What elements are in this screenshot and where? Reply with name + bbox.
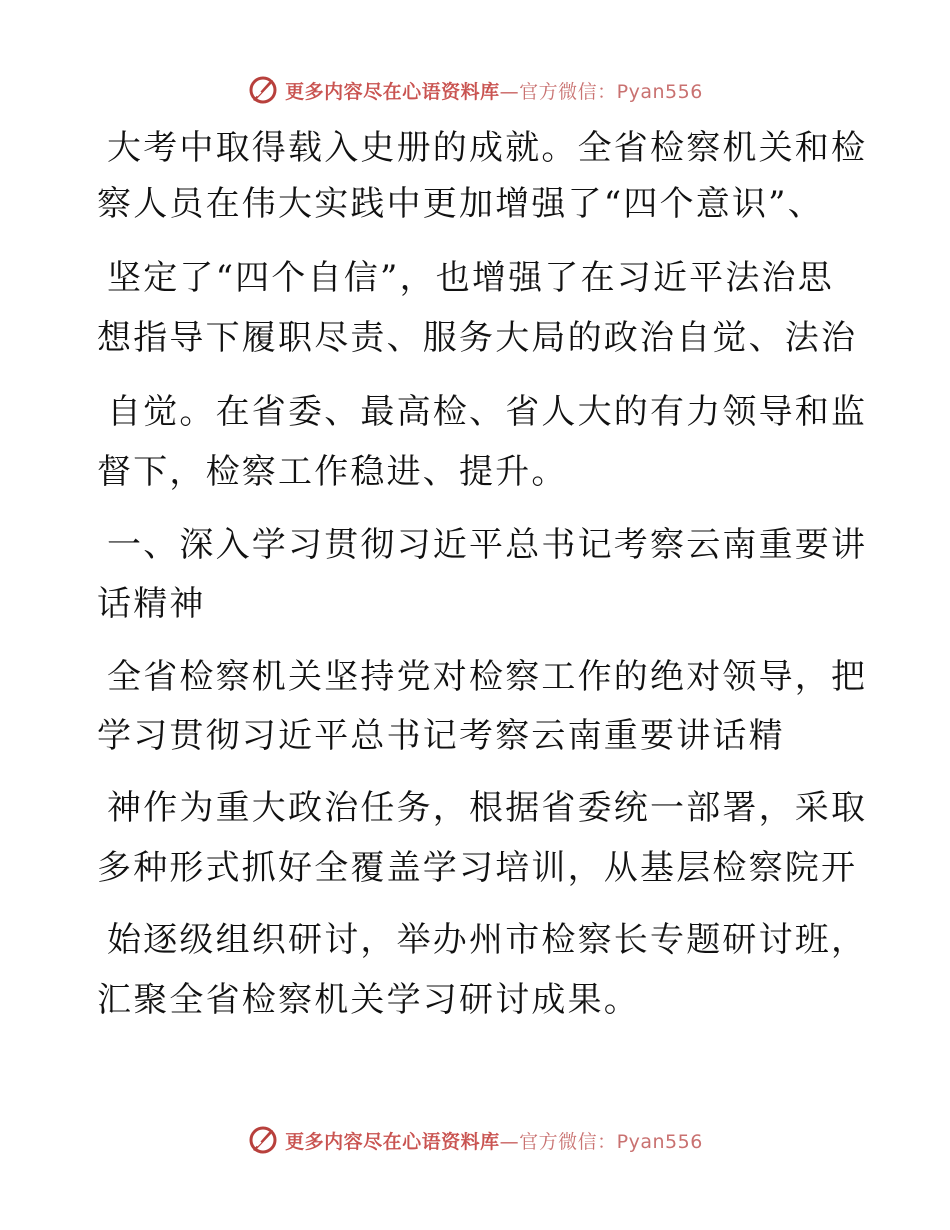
quill-pen-logo-icon (247, 74, 279, 106)
section-heading-cont: 话精神 (97, 584, 206, 624)
banner-text (285, 1127, 703, 1154)
body-line: 全省检察机关坚持党对检察工作的绝对领导，把 (107, 657, 868, 697)
body-line: 督下，检察工作稳进、提升。 (97, 452, 568, 492)
banner-wechat: 官方微信：Pyan556 (519, 1130, 703, 1153)
banner-text (285, 77, 703, 104)
banner-dash: — (499, 80, 520, 103)
header-banner (0, 72, 950, 108)
body-line: 坚定了“四个自信”，也增强了在习近平法治思 (107, 258, 834, 298)
banner-brand: 更多内容尽在心语资料库 (285, 80, 500, 103)
body-line: 自觉。在省委、最高检、省人大的有力领导和监 (107, 392, 868, 432)
footer-banner (0, 1122, 950, 1158)
body-line: 想指导下履职尽责、服务大局的政治自觉、法治 (97, 318, 858, 358)
section-heading: 一、深入学习贯彻习近平总书记考察云南重要讲 (107, 525, 868, 565)
banner-dash: — (499, 1130, 520, 1153)
body-line: 多种形式抓好全覆盖学习培训，从基层检察院开 (97, 848, 858, 888)
banner-brand: 更多内容尽在心语资料库 (285, 1130, 500, 1153)
body-line: 始逐级组织研讨，举办州市检察长专题研讨班， (107, 920, 868, 960)
body-line: 汇聚全省检察机关学习研讨成果。 (97, 980, 640, 1020)
body-line: 察人员在伟大实践中更加增强了“四个意识”、 (97, 184, 824, 224)
quill-pen-logo-icon (247, 1124, 279, 1156)
body-line: 学习贯彻习近平总书记考察云南重要讲话精 (97, 716, 785, 756)
banner-wechat: 官方微信：Pyan556 (519, 80, 703, 103)
body-line: 大考中取得载入史册的成就。全省检察机关和检 (107, 128, 868, 168)
body-line: 神作为重大政治任务，根据省委统一部署，采取 (107, 788, 868, 828)
